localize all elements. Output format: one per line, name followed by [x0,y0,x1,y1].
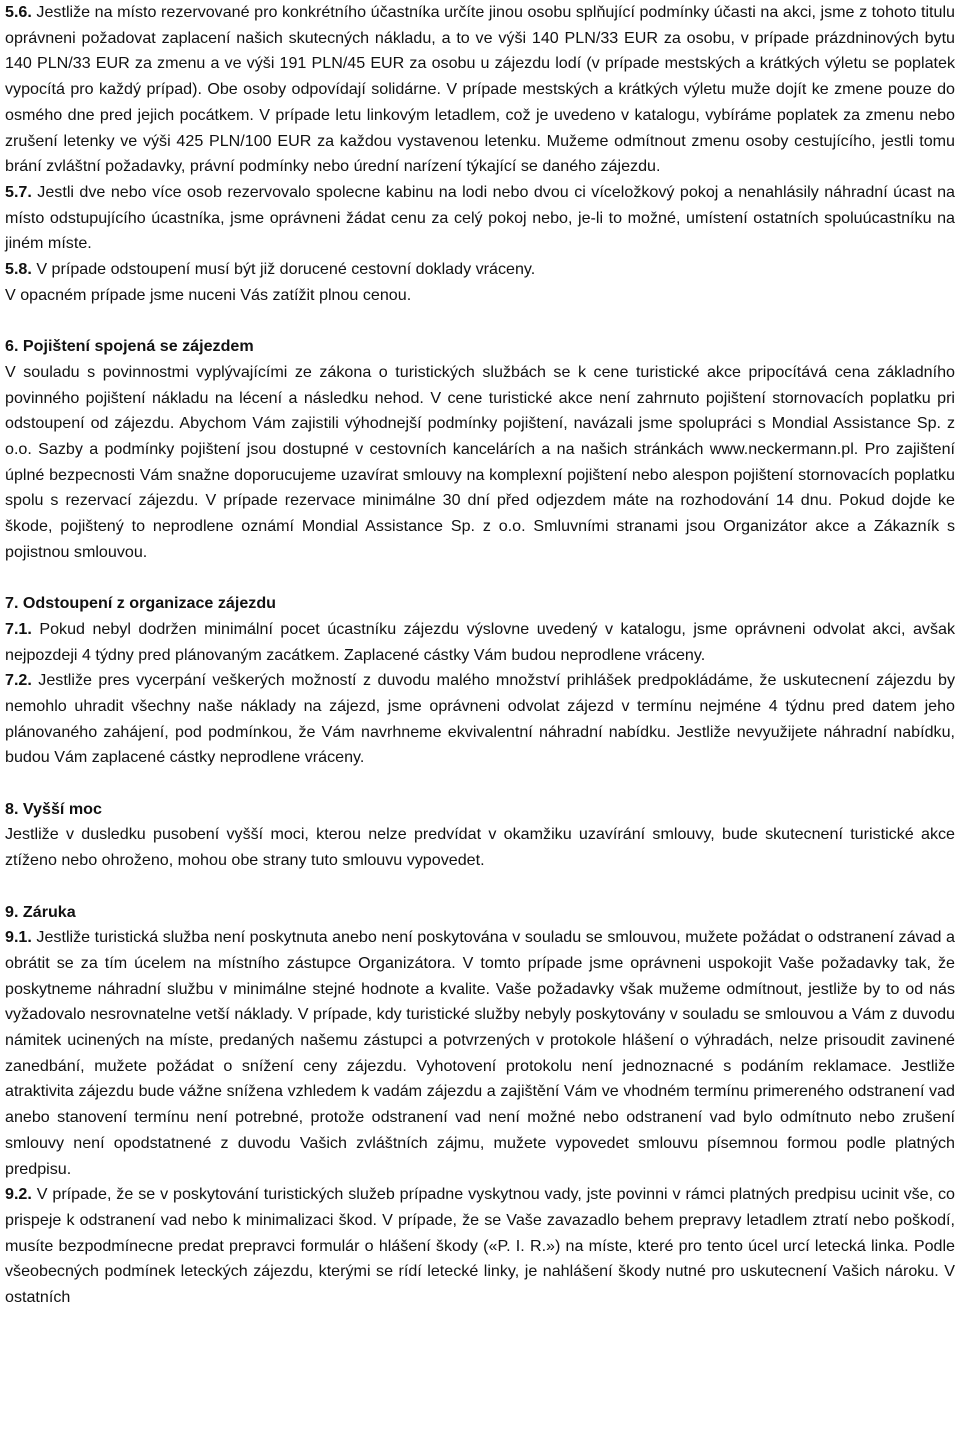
paragraph-8 [5,822,955,873]
paragraph-5-8-continued [5,283,955,309]
clause-number: 9.1. [5,928,32,947]
section-8-heading [5,797,955,823]
clause-text: V prípade odstoupení musí být již dorucené cestovní doklady vráceny. [31,260,536,279]
clause-text: Jestliže na místo rezervované pro konkrétního účastníka určíte jinou osobu splňující podmínky účasti na akci, jsme z tohoto titulu oprávneni požadovat zaplacení našich skutecných nákladu, a to ve výši 140 PLN/33 EUR za osobu, v prípade prázdninových bytu 140 PLN/33 EUR za zmenu a ve výši 191 PLN/45 EUR za osobu u zájezdu lodí (v prípade mestských a krátkých výletu se poplatek vypocítá pro každý prípad). Obe osoby odpovídají solidárne. V prípade mestských a krátkých výletu muže dojít ke zmene pouze do osmého dne pred jejich pocátkem. V prípade letu linkovým letadlem, což je uvedeno v katalogu, vybíráme poplatek za zmenu nebo zrušení letenky ve výši 425 PLN/100 EUR za každou vystavenou letenku. Mužeme odmítnout zmenu osoby cestujícího, jestli tomu brání zvláštní požadavky, právní podmínky nebo úrední narízení týkající se daného zájezdu. [5,3,955,176]
section-number: 8. [5,799,19,818]
section-text: V souladu s povinnostmi vyplývajícími ze zákona o turistických službách se k cene turistické akce pripocítává cena základního povinného pojištení nákladu na lécení a následku nehod. V cene turistické akce není zahrnuto pojištení stornovacích poplatku pri odstoupení od zájezdu. Abychom Vám zajistili výhodnejší podmínky pojištení, navázali jsme spolupráci s Mondial Assistance Sp. z o.o. Sazby a podmínky pojištení jsou dostupné v cestovních kancelárích a na našich stránkách www.neckermann.pl. Pro zajištení úplné bezpecnosti Vám snažne doporucujeme uzavírat smlouvy na komplexní pojištení nebo alespon pojištení stornovacích poplatku spolu s rezervací zájezdu. V prípade rezervace minimálne 30 dní před odjezdem máte na rozhodování 14 dnu. Pokud dojde ke škode, pojištený to neprodlene oznámí Mondial Assistance Sp. z o.o. Smluvními stranami jsou Organizátor akce a Zákazník s pojistnou smlouvou. [5,362,955,561]
clause-text: Jestli dve nebo více osob rezervovalo spolecne kabinu na lodi nebo dvou ci víceložkový pokoj a nenahlásily náhradní úcast na místo odstupujícího úcastníka, jsme oprávneni žádat cenu za celý pokoj nebo, je-li to možné, umístení ostatních spoluúcastníku na jiném míste. [5,182,955,253]
paragraph-5-6 [5,0,955,180]
section-text: Jestliže v dusledku pusobení vyšší moci, kterou nelze predvídat v okamžiku uzavírání smlouvy, bude skutecnení turistické akce ztíženo nebo ohroženo, mohou obe strany tuto smlouvu vypovedet. [5,825,955,870]
section-title: Odstoupení z organizace zájezdu [18,594,276,613]
paragraph-5-7 [5,180,955,257]
clause-number: 7.1. [5,619,32,638]
paragraph-9-1 [5,925,955,1182]
section-gap [5,308,955,334]
section-title: Pojištení spojená se zájezdem [18,337,254,356]
paragraph-7-2 [5,668,955,771]
paragraph-6 [5,360,955,566]
section-title: Vyšší moc [18,799,102,818]
clause-number: 7.2. [5,671,32,690]
paragraph-9-2 [5,1182,955,1311]
clause-text: Jestliže turistická služba není poskytnuta anebo není poskytována v souladu se smlouvou, mužete požádat o odstranení závad a obrátit se za tím úcelem na místního zástupce Organizátora. V tomto prípade jsme oprávneni uspokojit Vaše požadavky tak, že poskytneme náhradní službu v minimálne stejné hodnote a kvalite. Vaše požadavky však mužeme odmítnout, jestliže by to od nás vyžadovalo nesrovnatelne vetší náklady. V prípade, kdy turistické služby nebyly poskytovány v souladu se smlouvou a Vám z duvodu námitek ucinených na míste, predaných našemu zástupci a potvrzených v protokole hlášení o výhradách, nelze prisoudit zavinené zanedbání, mužete požádat o snížení ceny zájezdu. Vyhotovení protokolu není jednoznacné s podáním reklamace. Jestliže atraktivita zájezdu bude vážne snížena vzhledem k vadám zájezdu a zajištění Vám ve vhodném termínu primereného odstranení vad anebo stanovení termínu není potrebné, protože odstranení vad není možné nebo odstranení vad bylo odmítnuto nebo zrušení smlouvy není opodstatnené z duvodu Vašich zvláštních zájmu, mužete vypovedet smlouvu písemnou formou podle platných predpisu. [5,928,955,1178]
clause-number: 5.6. [5,3,32,21]
clause-text: V opacném prípade jsme nuceni Vás zatížit plnou cenou. [5,285,412,304]
paragraph-5-8 [5,257,955,283]
section-number: 6. [5,337,19,356]
clause-text: Pokud nebyl dodržen minimální pocet úcastníku zájezdu výslovne uvedený v katalogu, jsme oprávneni odvolat akci, avšak nejpozdeji 4 týdny pred plánovaným zacátkem. Zaplacené cástky Vám budou neprodlene vráceny. [5,619,955,664]
clause-number: 9.2. [5,1185,32,1204]
section-gap [5,565,955,591]
clause-text: Jestliže pres vycerpání veškerých možností z duvodu malého množství prihlášek predpokládáme, že uskutecnení zájezdu by nemohlo uhradit všechny naše náklady na zájezd, jsme oprávneni odvolat zájezd v termínu nejméne 4 týdnu pred datem jeho plánovaného zahájení, pod podmínkou, že Vám navrhneme ekvivalentní náhradní nabídku. Jestliže nevyužijete náhradní nabídku, budou Vám zaplacené cástky neprodlene vráceny. [5,671,955,767]
section-9-heading [5,900,955,926]
section-number: 7. [5,594,19,613]
clause-number: 5.8. [5,260,32,279]
section-gap [5,874,955,900]
section-6-heading [5,334,955,360]
paragraph-7-1 [5,617,955,668]
section-number: 9. [5,902,19,921]
section-gap [5,771,955,797]
terms-document [5,0,955,1311]
clause-text: V prípade, že se v poskytování turistických služeb prípadne vyskytnou vady, jste povinni v rámci platných predpisu ucinit vše, co prispeje k odstranení vad nebo k minimalizaci škod. V prípade, že se Vaše zavazadlo behem prepravy letadlem ztratí nebo poškodí, musíte bezpodmínecne predat prepravci formulár o hlášení škody («P. I. R.») na míste, které pro tento úcel urcí letecká linka. Podle všeobecných podmínek leteckých zájezdu, kterými se rídí letecké linky, je nahlášení škody nutné pro uskutecnení Vašich nároku. V ostatních [5,1185,955,1307]
section-7-heading [5,591,955,617]
clause-number: 5.7. [5,182,32,201]
section-title: Záruka [18,902,76,921]
